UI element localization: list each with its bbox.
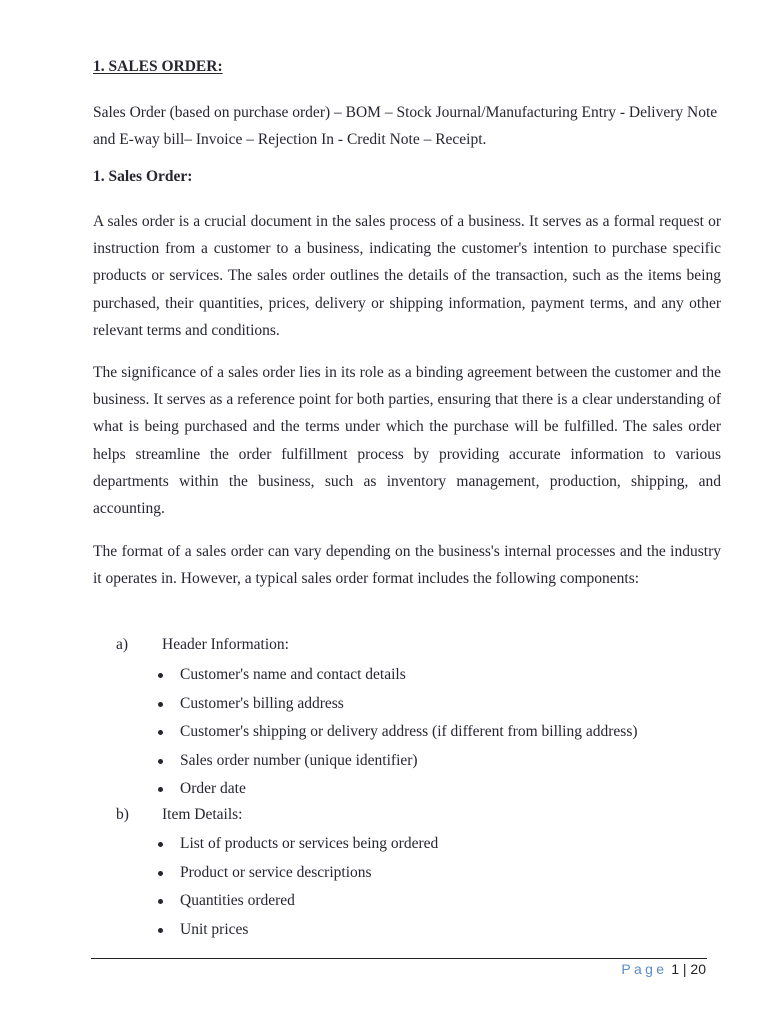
process-flow-text: Sales Order (based on purchase order) – BOM – Stock Journal/Manufacturing Entry - Delivery Note and E-way bill– Invoice – Rejection In - Credit Note – Receipt. <box>93 104 718 148</box>
bullet-icon <box>158 871 163 876</box>
list-item <box>158 920 438 949</box>
body-paragraph: The significance of a sales order lies in its role as a binding agreement between the customer and the business. It serves as a reference point for both parties, ensuring that there is a clear understanding of what is being purchased and the terms under which the purchase will be fulfilled. The sales order helps streamline the order fulfillment process by providing accurate information to various departments within the business, such as inventory management, production, shipping, and accounting. <box>93 364 721 518</box>
bullet-list <box>158 665 638 808</box>
list-item <box>158 722 638 751</box>
bullet-icon <box>158 928 163 933</box>
list-item-text: Customer's name and contact details <box>180 666 406 683</box>
body-paragraph: A sales order is a crucial document in the sales process of a business. It serves as a formal request or instruction from a customer to a business, indicating the customer's intention to purchase specific products or services. The sales order outlines the details of the transaction, such as the items being purchased, their quantities, prices, delivery or shipping information, payment terms, and any other relevant terms and conditions. <box>93 213 721 339</box>
list-item <box>158 863 438 892</box>
list-letter: a) <box>116 636 129 653</box>
list-item-text: Sales order number (unique identifier) <box>180 751 418 769</box>
subsection-heading: 1. Sales Order: <box>93 168 193 185</box>
bullet-icon <box>158 673 163 678</box>
list-section-title: Item Details: <box>162 806 243 823</box>
list-item-text: Unit prices <box>180 920 249 938</box>
list-section-title: Header Information: <box>162 636 289 653</box>
list-item <box>158 891 438 920</box>
list-item <box>158 751 638 780</box>
bullet-icon <box>158 899 163 904</box>
list-item-text: Quantities ordered <box>180 892 295 910</box>
page-separator: | <box>682 961 687 977</box>
list-item-text: Order date <box>180 780 246 798</box>
bullet-icon <box>158 787 163 792</box>
section-heading: 1. SALES ORDER: <box>93 58 223 75</box>
page-number-total: 20 <box>690 961 706 977</box>
bullet-list <box>158 834 438 948</box>
body-paragraph: The format of a sales order can vary depending on the business's internal processes and the industry it operates in. However, a typical sales order format includes the following components: <box>93 543 721 588</box>
page-footer <box>621 961 706 977</box>
list-item-text: List of products or services being ordered <box>180 835 439 852</box>
list-letter: b) <box>116 806 129 823</box>
bullet-icon <box>158 759 163 764</box>
bullet-icon <box>158 702 163 707</box>
bullet-icon <box>158 842 163 847</box>
list-item-text: Customer's shipping or delivery address (if different from billing address) <box>180 723 638 741</box>
list-item <box>158 665 638 694</box>
page-number-current: 1 <box>671 961 679 977</box>
footer-divider <box>91 958 707 959</box>
list-item <box>158 779 638 808</box>
bullet-icon <box>158 730 163 735</box>
list-item-text: Product or service descriptions <box>180 863 372 881</box>
list-item <box>158 694 638 723</box>
page-label: Page <box>621 961 668 977</box>
list-item <box>158 834 438 863</box>
list-item-text: Customer's billing address <box>180 694 344 712</box>
